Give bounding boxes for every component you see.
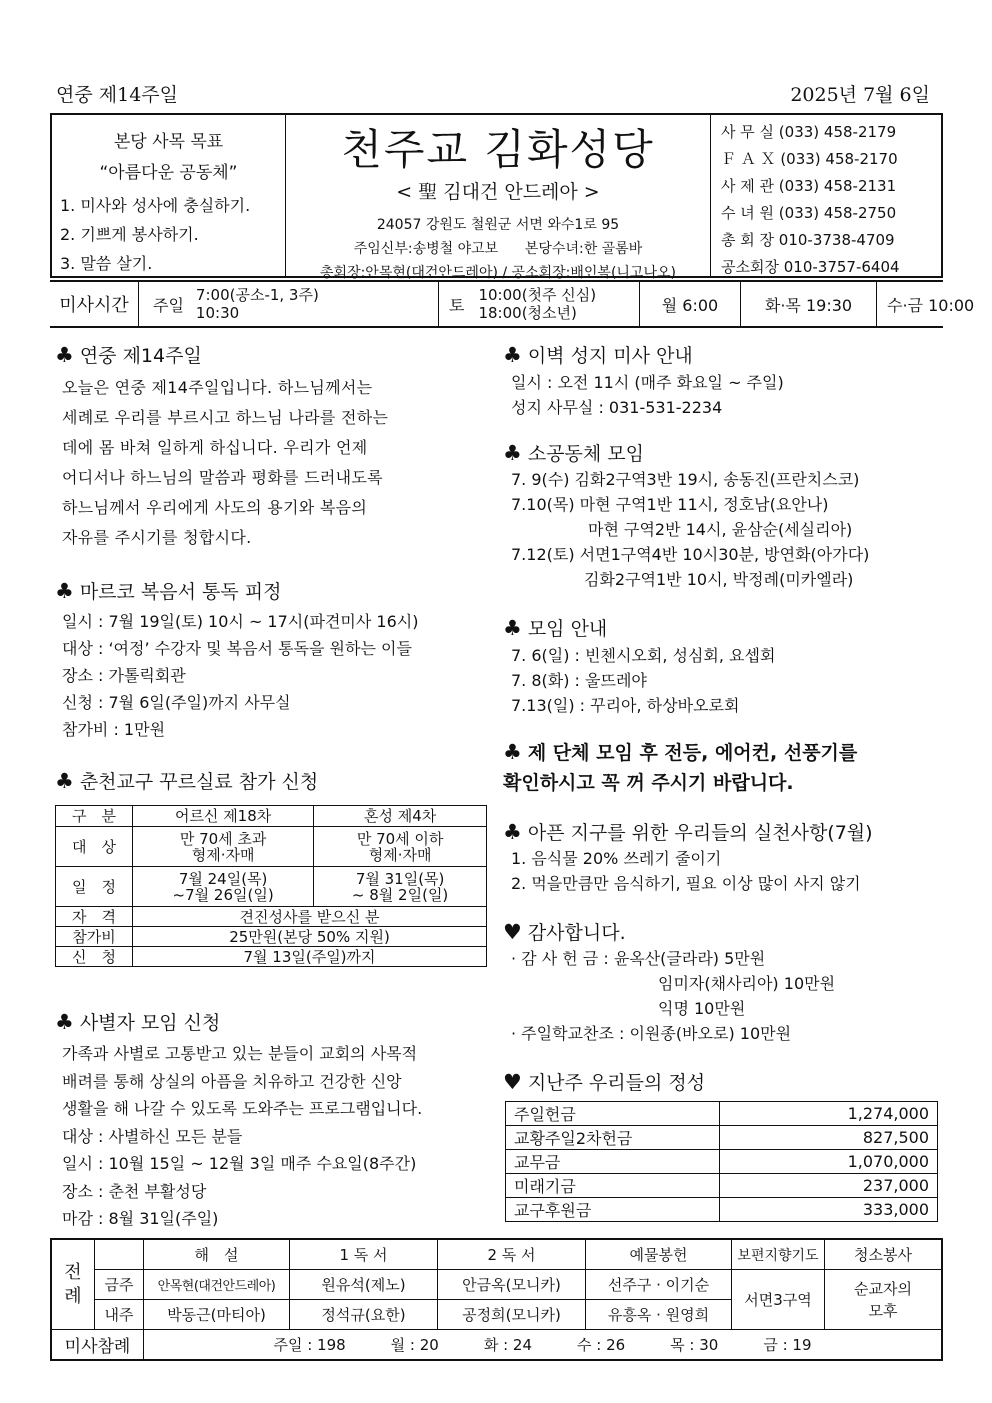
- attendance-label: 미사참례: [51, 1330, 144, 1361]
- goal-item: 2. 기쁘게 봉사하기.: [60, 225, 199, 244]
- contact-row: 사 제 관 (033) 458-2131: [721, 177, 897, 195]
- contacts: [710, 115, 943, 276]
- cursillo-table: 구 분 어르신 제18차 혼성 제4차 대 상 만 70세 초과 형제·자매 만 70세 이하 형제·자매 일 정 7월 24일(목) ~7월 26일(일) 7월 31일(목) ~ 8월 2일(일) 자 격 견진성사를 받으신 분 참가비 25만원(본당 50% 지원) 신 청 7월 13일(주일)까지: [55, 805, 487, 967]
- liturgy-table: 전 례 해 설 1 독 서 2 독 서 예물봉헌 보편지향기도 청소봉사 금주 안목현(대건안드레아) 원유석(제노) 안금옥(모니카) 선주구 · 이기순 서면3구역 순교자의 모후 내주 박동근(마티아) 정석규(요한) 공정희(모니카) 유흥옥 · 원영희 미사참례 주일 : 198 월 : 20 화 : 24 수 : 26 목 : 30 금 : 19: [50, 1238, 943, 1361]
- clergy-line: [286, 238, 710, 258]
- goal-item: 3. 말씀 살기.: [60, 254, 153, 273]
- heart-icon: ♥: [503, 1070, 522, 1094]
- presidents: 총회장:안목현(대건안드레아) / 공소회장:배인복(니고나오): [320, 265, 676, 281]
- club-icon: ♣: [55, 579, 74, 603]
- sister: 본당수녀:한 골롬바: [524, 241, 643, 257]
- mass-label: 미사시간: [59, 295, 129, 316]
- section-body: 일시 : 오전 11시 (매주 화요일 ~ 주일) 성지 사무실 : 031-531-2234: [511, 373, 784, 417]
- jeonrye-label: 전 례: [51, 1239, 95, 1330]
- club-icon: ♣: [55, 343, 74, 367]
- offering-row: 미래기금 237,000: [506, 1174, 938, 1198]
- this-week-row: 금주 안목현(대건안드레아) 원유석(제노) 안금옥(모니카) 선주구 · 이기순 서면3구역 순교자의 모후: [51, 1270, 942, 1300]
- offering-row: 교황주일2차헌금 827,500: [506, 1126, 938, 1150]
- section-body: 오늘은 연중 제14주일입니다. 하느님께서는 세례로 우리를 부르시고 하느님 나라를 전하는 데에 몸 바쳐 일하게 하십니다. 우리가 언제 어디서나 하느님의 말씀과 평화를 드러내도록 하느님께서 우리에게 사도의 용기와 복음의 자유를 주시기를 청합시다.: [62, 378, 389, 547]
- club-icon: ♣: [503, 616, 522, 640]
- club-icon: ♣: [503, 441, 522, 465]
- goal-motto: “아름다운 공동체”: [99, 163, 238, 183]
- attendance-values: 주일 : 198 월 : 20 화 : 24 수 : 26 목 : 30 금 : 19: [144, 1330, 943, 1361]
- attendance-row: [51, 1330, 942, 1361]
- club-icon: ♣: [55, 769, 74, 793]
- offering-row: 주일헌금 1,274,000: [506, 1102, 938, 1126]
- club-icon: ♣: [55, 1010, 74, 1034]
- section-title: ♣ 마르코 복음서 통독 피정: [55, 579, 282, 603]
- section-title: ♣ 연중 제14주일: [55, 343, 202, 367]
- goal-title: 본당 사목 목표: [113, 132, 224, 152]
- sunday-mass: 주일 7:00(공소-1, 3주) 10:30: [138, 282, 438, 326]
- section-title: ♣ 사별자 모임 신청: [55, 1010, 221, 1034]
- section-title: ♥ 지난주 우리들의 정성: [503, 1070, 706, 1094]
- section-body: · 감 사 헌 금 : 윤옥산(글라라) 5만원 임미자(채사리아) 10만원 익명 10만원 · 주일학교찬조 : 이원종(바오로) 10만원: [511, 949, 836, 1043]
- cleaning-group: 순교자의 모후: [825, 1270, 943, 1330]
- section-title: ♣ 춘천교구 꾸르실료 참가 신청: [55, 769, 319, 793]
- section-body: 7. 6(일) : 빈첸시오회, 성심회, 요셉회 7. 8(화) : 울뜨레야 7.13(일) : 꾸리아, 하상바오로회: [511, 646, 776, 715]
- offerings-table: [505, 1101, 938, 1222]
- bulletin-date: 2025년 7월 6일: [790, 84, 930, 106]
- notice-lights: ♣ 제 단체 모임 후 전등, 에어컨, 선풍기를 확인하시고 꼭 꺼 주시기 바랍니다.: [503, 740, 858, 794]
- offering-row: 교구후원금 333,000: [506, 1198, 938, 1222]
- club-icon: ♣: [503, 740, 522, 764]
- contact-row: 사 무 실 (033) 458-2179: [721, 123, 897, 141]
- prayer-group: 서면3구역: [732, 1270, 825, 1330]
- tue-thu-mass: 화·목 19:30: [740, 282, 876, 326]
- contact-row: Ｆ Ａ Ｘ (033) 458-2170: [721, 150, 898, 168]
- wed-fri-mass: 수·금 10:00: [876, 282, 943, 326]
- monday-mass: 월 6:00: [639, 282, 740, 326]
- church-address: 24057 강원도 철원군 서면 와수1로 95: [376, 217, 620, 233]
- week-title: 연중 제14주일: [56, 84, 178, 106]
- section-title: ♥ 감사합니다.: [503, 920, 626, 944]
- church-name: 천주교 김화성당: [341, 125, 655, 174]
- contact-row: 공소회장 010-3757-6404: [721, 258, 900, 276]
- club-icon: ♣: [503, 820, 522, 844]
- section-body: 7. 9(수) 김화2구역3반 19시, 송동진(프란치스코) 7.10(목) 마현 구역1반 11시, 정호남(요안나) 마현 구역2반 14시, 윤삼순(세실리아) 7.12(토) 서면1구역4반 10시30분, 방연화(아가다) 김화2구역1반 10시, 박정례(미카엘라): [511, 470, 870, 589]
- header-box: [50, 113, 943, 281]
- section-title: ♣ 이벽 성지 미사 안내: [503, 343, 693, 367]
- church-info: [286, 115, 710, 281]
- offering-row: 교무금 1,070,000: [506, 1150, 938, 1174]
- section-body: 가족과 사별로 고통받고 있는 분들이 교회의 사목적 배려를 통해 상실의 아픔을 치유하고 건강한 신앙 생활을 해 나갈 수 있도록 도와주는 프로그램입니다. 대상 : 사별하신 모든 분들 일시 : 10월 15일 ~ 12월 3일 매주 수요일(8주간) 장소 : 춘천 부활성당 마감 : 8월 31일(주일): [62, 1044, 423, 1228]
- mass-times: [50, 280, 975, 328]
- section-body: 일시 : 7월 19일(토) 10시 ~ 17시(파견미사 16시) 대상 : ‘여정’ 수강자 및 복음서 통독을 원하는 이들 장소 : 가톨릭회관 신청 : 7월 6일(주일)까지 사무실 참가비 : 1만원: [62, 612, 419, 739]
- next-week-row: 내주 박동근(마티아) 정석규(요한) 공정희(모니카) 유흥옥 · 원영희: [51, 1300, 942, 1330]
- section-body: 1. 음식물 20% 쓰레기 줄이기 2. 먹을만큼만 음식하기, 필요 이상 많이 사지 않기: [511, 849, 861, 893]
- parish-goals: [52, 115, 286, 276]
- pastor: 주임신부:송병철 야고보: [353, 241, 499, 257]
- church-patron: < 聖 김대건 안드레아 >: [396, 181, 600, 203]
- goal-item: 1. 미사와 성사에 충실하기.: [60, 196, 251, 215]
- saturday-mass: 토 10:00(첫주 신심) 18:00(청소년): [438, 282, 639, 326]
- contact-row: 수 녀 원 (033) 458-2750: [721, 204, 897, 222]
- contact-row: 총 회 장 010-3738-4709: [721, 231, 895, 249]
- club-icon: ♣: [503, 343, 522, 367]
- heart-icon: ♥: [503, 920, 522, 944]
- section-title: ♣ 모임 안내: [503, 616, 608, 640]
- section-title: ♣ 소공동체 모임: [503, 441, 644, 465]
- section-title: ♣ 아픈 지구를 위한 우리들의 실천사항(7월): [503, 820, 873, 844]
